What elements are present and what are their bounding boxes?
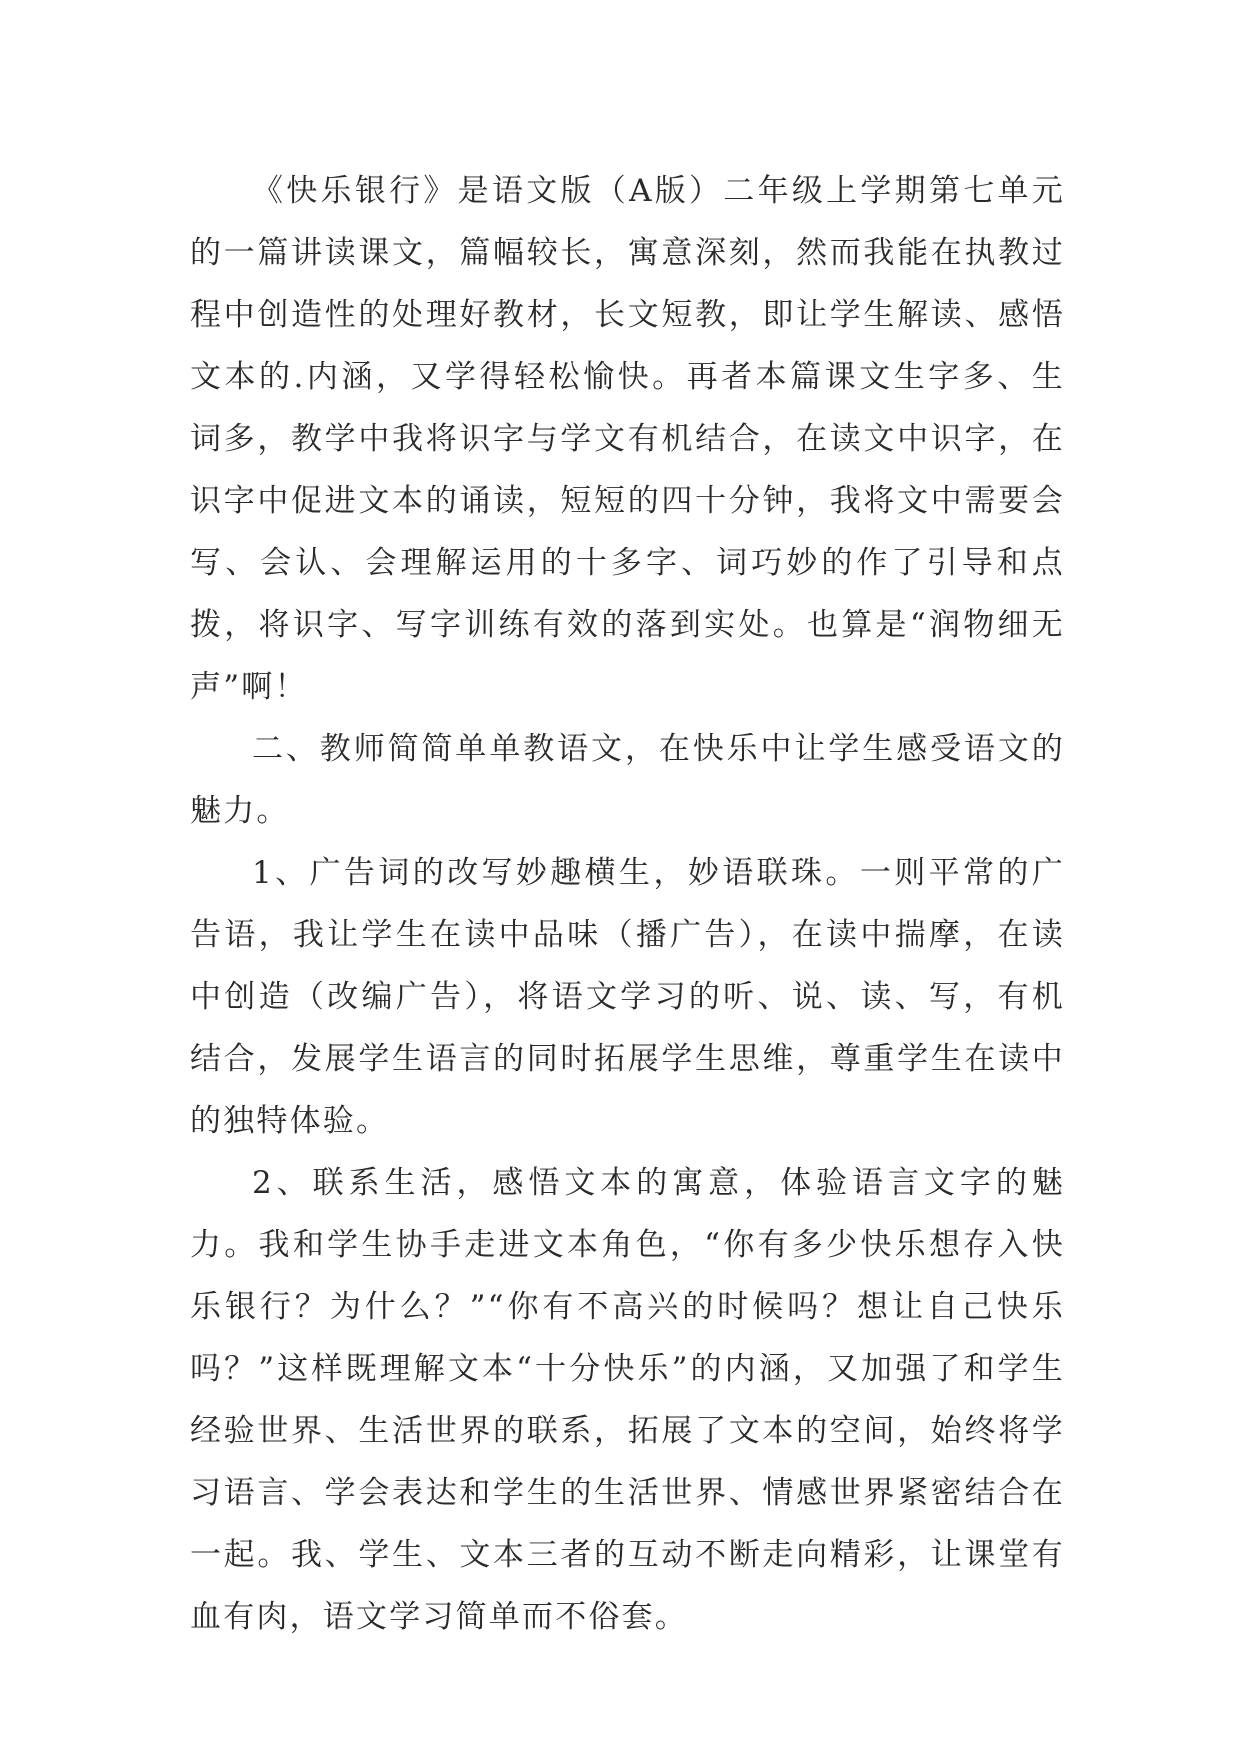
- document-page: [190, 160, 1065, 1648]
- paragraph-point-one: 1、广告词的改写妙趣横生，妙语联珠。一则平常的广告语，我让学生在读中品味（播广告），在读中揣摩，在读中创造（改编广告），将语文学习的听、说、读、写，有机结合，发展学生语言的同时拓展学生思维，尊重学生在读中的独特体验。: [190, 855, 1065, 1139]
- paragraph-lesson-intro: 《快乐银行》是语文版（A版）二年级上学期第七单元的一篇讲读课文，篇幅较长，寓意深刻，然而我能在执教过程中创造性的处理好教材，长文短教，即让学生解读、感悟文本的.内涵，又学得轻松愉快。再者本篇课文生字多、生词多，教学中我将识字与学文有机结合，在读文中识字，在识字中促进文本的诵读，短短的四十分钟，我将文中需要会写、会认、会理解运用的十多字、词巧妙的作了引导和点拨，将识字、写字训练有效的落到实处。也算是“润物细无声”啊！: [190, 173, 1065, 705]
- paragraph-section-two-heading: 二、教师简简单单教语文，在快乐中让学生感受语文的魅力。: [190, 731, 1065, 829]
- paragraph-point-two: 2、联系生活，感悟文本的寓意，体验语言文字的魅力。我和学生协手走进文本角色，“你有多少快乐想存入快乐银行？为什么？”“你有不高兴的时候吗？想让自己快乐吗？”这样既理解文本“十分快乐”的内涵，又加强了和学生经验世界、生活世界的联系，拓展了文本的空间，始终将学习语言、学会表达和学生的生活世界、情感世界紧密结合在一起。我、学生、文本三者的互动不断走向精彩，让课堂有血有肉，语文学习简单而不俗套。: [190, 1165, 1065, 1635]
